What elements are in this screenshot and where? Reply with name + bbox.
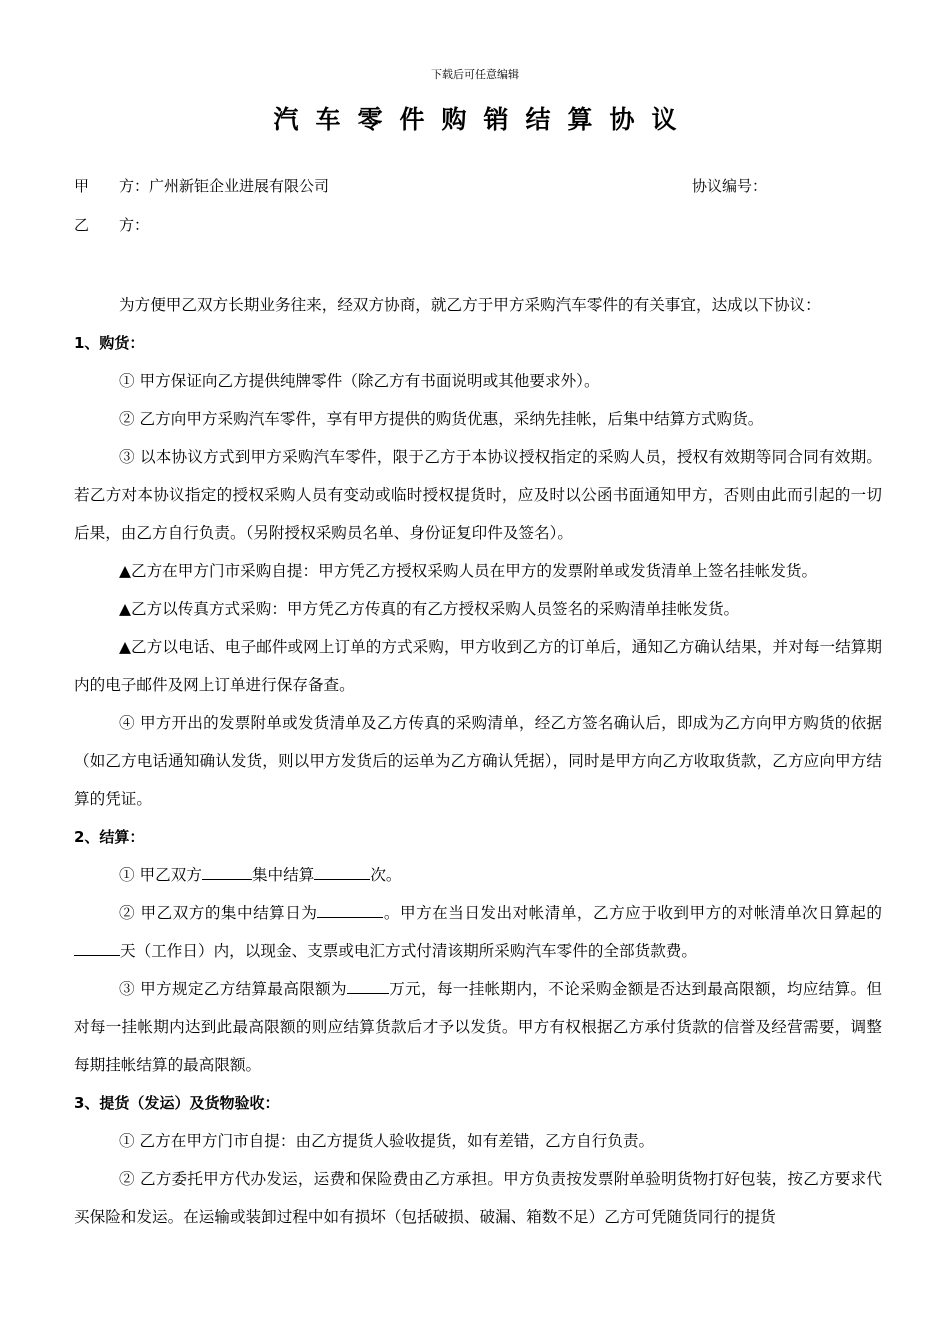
fill-in-blank[interactable] (317, 899, 383, 918)
fill-in-blank[interactable] (74, 937, 120, 956)
section-1-clause: ④ 甲方开出的发票附单或发货清单及乙方传真的采购清单，经乙方签名确认后，即成为乙方向甲方购货的依据（如乙方电话通知确认发货，则以甲方发货后的运单为乙方确认凭据），同时是甲方向乙方收取货款，乙方应向甲方结算的凭证。 (74, 714, 882, 808)
clause-text: 次。 (370, 866, 402, 884)
contract-number-label: 协议编号： (692, 177, 768, 195)
party-b-label: 乙 方： (74, 216, 150, 234)
section-1-clause: ② 乙方向甲方采购汽车零件，享有甲方提供的购货优惠，采纳先挂帐，后集中结算方式购货。 (119, 410, 764, 428)
section-1-clause: ▲乙方以电话、电子邮件或网上订单的方式采购，甲方收到乙方的订单后，通知乙方确认结果，并对每一结算期内的电子邮件及网上订单进行保存备查。 (74, 638, 882, 694)
section-1-clause: ③ 以本协议方式到甲方采购汽车零件，限于乙方于本协议授权指定的采购人员，授权有效期等同合同有效期。若乙方对本协议指定的授权采购人员有变动或临时授权提货时，应及时以公函书面通知甲方，否则由此而引起的一切后果，由乙方自行负责。（另附授权采购员名单、身份证复印件及签名）。 (74, 448, 882, 542)
clause-text: 天（工作日）内，以现金、支票或电汇方式付清该期所采购汽车零件的全部货款费。 (120, 942, 697, 960)
section-1-clause: ▲乙方以传真方式采购：甲方凭乙方传真的有乙方授权采购人员签名的采购清单挂帐发货。 (119, 600, 740, 618)
intro-paragraph: 为方便甲乙双方长期业务往来，经双方协商，就乙方于甲方采购汽车零件的有关事宜，达成以下协议： (119, 296, 821, 314)
fill-in-blank[interactable] (347, 975, 389, 994)
section-2-clause-2 (74, 894, 882, 970)
section-1-heading: 1、购货： (74, 334, 145, 352)
clause-text: ① 甲乙双方 (119, 866, 202, 884)
section-2-heading: 2、结算： (74, 828, 145, 846)
section-3-clause: ① 乙方在甲方门市自提：由乙方提货人验收提货，如有差错，乙方自行负责。 (119, 1132, 655, 1150)
header-note: 下载后可任意编辑 (431, 68, 519, 81)
section-3-clause: ② 乙方委托甲方代办发运，运费和保险费由乙方承担。甲方负责按发票附单验明货物打好包装，按乙方要求代买保险和发运。在运输或装卸过程中如有损坏（包括破损、破漏、箱数不足）乙方可凭随货同行的提货 (74, 1170, 882, 1226)
party-a-line (74, 175, 329, 196)
clause-text: ② 甲乙双方的集中结算日为 (119, 904, 318, 922)
clause-text: ③ 甲方规定乙方结算最高限额为 (119, 980, 347, 998)
document-title: 汽车零件购销结算协议 (273, 105, 694, 134)
party-b-line (74, 214, 149, 235)
section-2-clause-3 (74, 970, 882, 1084)
section-1-clause: ① 甲方保证向乙方提供纯牌零件（除乙方有书面说明或其他要求外）。 (119, 372, 600, 390)
clause-text: 。甲方在当日发出对帐清单，乙方应于收到甲方的对帐清单次日算起的 (383, 904, 882, 922)
party-a-value: 广州新钜企业进展有限公司 (149, 177, 330, 195)
agreement-body (74, 286, 882, 1236)
clause-text: 集中结算 (251, 866, 315, 884)
section-1-clause: ▲乙方在甲方门市采购自提：甲方凭乙方授权采购人员在甲方的发票附单或发货清单上签名挂帐发货。 (119, 562, 818, 580)
section-3-heading: 3、提货（发运）及货物验收： (74, 1094, 280, 1112)
section-2-clause-1 (74, 856, 882, 894)
clause-text: 万元，每一挂帐期内，不论采购金额是否达到最高限额，均应结算。但对每一挂帐期内达到此最高限额的则应结算货款后才予以发货。甲方有权根据乙方承付货款的信誉及经营需要，调整每期挂帐结算的最高限额。 (74, 980, 882, 1074)
party-a-label: 甲 方： (74, 177, 150, 195)
fill-in-blank[interactable] (202, 861, 252, 880)
fill-in-blank[interactable] (314, 861, 370, 880)
